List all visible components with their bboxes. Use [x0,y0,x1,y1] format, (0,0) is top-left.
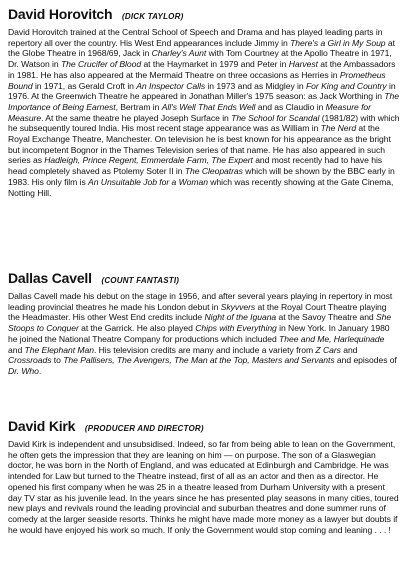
title-italic: For King and Country [305,80,387,91]
title-italic: Dr. Who [8,365,39,376]
title-italic: Night of the Iguana [204,312,277,323]
bio-text-run: at the Royal Exchange Theatre, Manchester. On television he is best known for his appearance as the bright but incompetent Bognor in the Thames Television series of that name. He has also appeared in such series as [8,123,391,166]
bio-text [8,27,400,198]
bio-text-run: , Bertram in [115,101,162,112]
title-italic: Prometheus Bound [8,69,386,91]
producer-name: David Kirk [8,418,76,434]
bio-text-run: in 1971, as Gerald Croft in [32,80,137,91]
title-italic: The Cleopatras [184,166,243,177]
title-italic: She Stoops to Conquer [8,312,392,334]
title-italic: The Elephant Man [24,344,94,355]
bio-text-run: at the Royal Court Theatre playing the Headmaster. His other West End credits include [8,301,387,323]
bio-david-kirk [8,416,400,535]
bio-heading [8,416,400,437]
bio-text-run: which was recently showing at the Gate Cinema, Notting Hill. [8,176,394,198]
bio-text-run: at the Savoy Theatre and [276,312,376,323]
title-italic: Z Cars [315,344,341,355]
title-italic: Thee and Me, Harlequinade [279,333,385,344]
title-italic: The Pallisers, The Avengers, The Man at the Top, Masters and Servants [63,355,335,366]
title-italic: Hadleigh, Prince Regent, Emmerdale Farm, The Expert [44,155,253,166]
bio-heading [8,268,400,289]
title-italic: Charley's Aunt [151,48,207,59]
title-italic: An Inspector Calls [136,80,206,91]
bio-text-run: to [51,355,64,366]
bio-david-horovitch [8,4,400,198]
title-italic: Chips with Everything [195,323,277,334]
bio-text-run: and episodes of [334,355,397,366]
bio-text-run: and most recently had to have his head completely shaved as Ptolemy Soter II in [8,155,383,177]
title-italic: Skyvvers [220,301,256,312]
title-italic: Crossroads [8,355,52,366]
actor-name: Dallas Cavell [8,270,92,286]
bio-text-run: . [38,365,42,376]
bio-text-run: and [8,344,25,355]
bio-text-run: (1981/82) with which he subsequently toured India. His most recent stage appearance was as William in [8,112,400,134]
bio-text-run: at the Haymarket in 1979 and Peter in [141,59,289,70]
bio-text-run: David Kirk is independent and unsubsidised. Indeed, so far from being able to lean on the Government, he often gets the impression that they are leaning on him — on purpose. The son of a Glaswegian doctor, he was born in the North of England, and was educated at Edinburgh and Cambridge. He was intended for Law but turned to the Theatre instead, first of all as an actor and then as a director. He opened his first company when he was 25 in a theatre leased from Durham University with a present day TV star as his juvenile lead. In the years since he has presented play seasons in many cities, toured new plays and revivals round the leading provincial and suburban theatres and done summer runs of comedy at the larger seaside resorts. Thinks he might have made more money as a lawyer but doubts if he would have enjoyed his work so much. If only the Government would stop coming and leaning . . . ! [8,439,399,535]
title-italic: All's Well That Ends Well [161,101,256,112]
actor-name: David Horovitch [8,6,113,22]
bio-text-run: at the Ambassadors in 1981. He has also appeared at the Mermaid Theatre on three occasions as Herries in [8,59,396,80]
bio-text-run: Dallas Cavell made his debut on the stage in 1956, and after several years playing in repertory in most leading provincial theatres he made his London debut in [8,291,393,312]
bio-text [8,439,400,535]
role-label: (PRODUCER AND DIRECTOR) [84,424,204,433]
bio-text-run: . At the same theatre he played Joseph Surface in [41,112,232,123]
bio-text-run: in 1976. At the Greenwich Theatre he appeared in Jonathan Miller's 1975 season: as Jack Worthing in [8,80,396,102]
title-italic: There's a Girl in My Soup [290,37,386,48]
bio-text-run: in 1973 and as Midgley in [205,80,306,91]
bio-text [8,291,400,377]
role-label: (COUNT FANTASTI) [101,276,180,285]
bio-dallas-cavell [8,268,400,377]
bio-text-run: and as Claudio in [255,101,326,112]
title-italic: An Unsuitable Job for a Woman [88,176,208,187]
bio-text-run: at the Globe Theatre in 1968/69, Jack in [8,37,395,59]
bio-text-run: David Horovitch trained at the Central School of Speech and Drama and has played leading parts in repertory all over the country. His West End appearances include Jimmy in [8,27,383,48]
title-italic: The School for Scandal [231,112,320,123]
role-label: (DICK TAYLOR) [122,12,184,21]
title-italic: Measure for Measure [8,101,371,123]
title-italic: The Crucifer of Blood [60,59,142,70]
title-italic: The Importance of Being Earnest [8,91,399,112]
bio-text-run: . His television credits are many and include a variety from [93,344,316,355]
bio-text-run: at the Garrick. He also played [78,323,196,334]
title-italic: Harvest [288,59,318,70]
bio-text-run: which will be shown by the BBC early in 1983. His only film is [8,166,395,187]
bio-text-run: with Tom Courtney at the Apollo Theatre in 1971, Dr. Watson in [8,48,392,70]
bio-text-run: in New York. In January 1980 he joined the National Theatre Company for productions which included [8,323,390,344]
title-italic: The Nerd [320,123,357,134]
bio-text-run: and [340,344,358,355]
bio-heading [8,4,400,25]
